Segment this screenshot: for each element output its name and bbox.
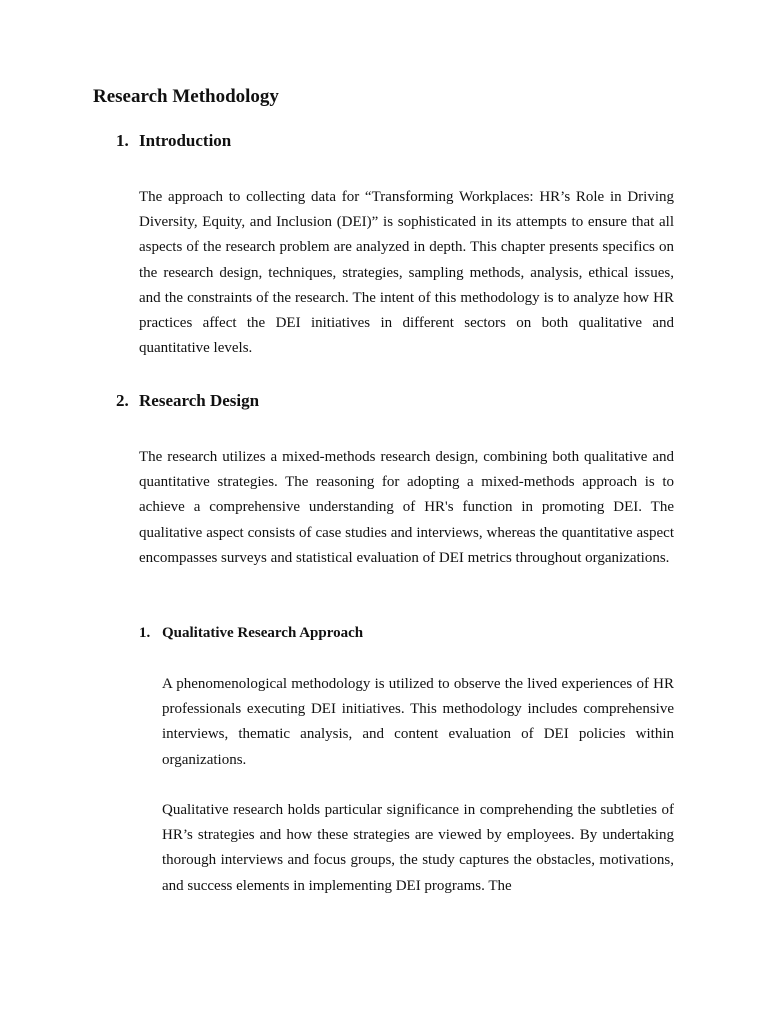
subsection-number: 1. xyxy=(139,625,151,641)
section-heading-introduction xyxy=(116,131,231,151)
qualitative-paragraph-2: Qualitative research holds particular significance in comprehending the subtleties of HR’s strategies and how these strategies are viewed by employees. By undertaking thorough interviews and focus groups, the study captures the obstacles, motivations, and success elements in implementing DEI programs. The xyxy=(162,802,674,894)
section-heading-research-design xyxy=(116,391,259,411)
section-number: 1. xyxy=(116,131,129,150)
research-design-paragraph: The research utilizes a mixed-methods research design, combining both qualitative and quantitative strategies. The reasoning for adopting a mixed-methods approach is to achieve a comprehensive understanding of HR's function in promoting DEI. The qualitative aspect consists of case studies and interviews, whereas the quantitative aspect encompasses surveys and statistical evaluation of DEI metrics throughout organizations. xyxy=(139,449,674,566)
subsection-title: Qualitative Research Approach xyxy=(162,625,364,641)
qualitative-paragraph-1: A phenomenological methodology is utilized to observe the lived experiences of HR professionals executing DEI initiatives. This methodology includes comprehensive interviews, thematic analysis, and content evaluation of DEI policies within organizations. xyxy=(162,676,674,768)
section-title: Research Design xyxy=(139,391,260,410)
subsection-heading-qualitative xyxy=(139,625,363,642)
section-title: Introduction xyxy=(139,131,232,150)
introduction-paragraph: The approach to collecting data for “Transforming Workplaces: HR’s Role in Driving Diversity, Equity, and Inclusion (DEI)” is sophisticated in its attempts to ensure that all aspects of the research problem are analyzed in depth. This chapter presents specifics on the research design, techniques, strategies, sampling methods, analysis, ethical issues, and the constraints of the research. The intent of this methodology is to analyze how HR practices affect the DEI initiatives in different sectors on both qualitative and quantitative levels. xyxy=(139,189,674,357)
document-title: Research Methodology xyxy=(93,86,279,107)
section-number: 2. xyxy=(116,391,129,410)
